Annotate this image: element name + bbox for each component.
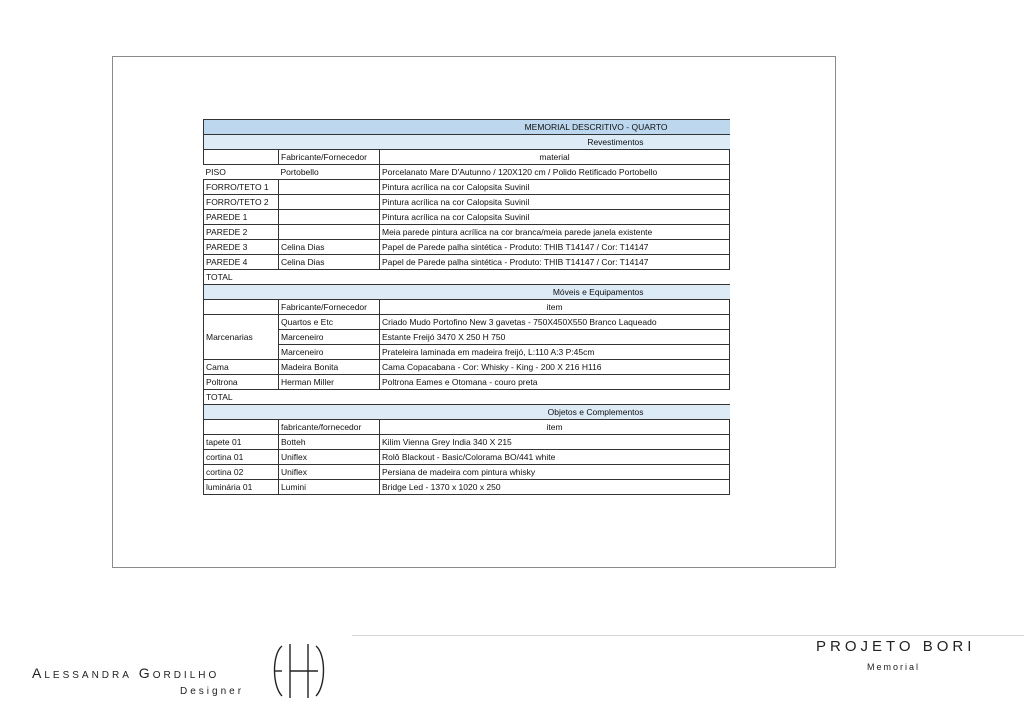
designer-name: Alessandra Gordilho: [32, 665, 220, 681]
row-item: cortina 02: [204, 465, 279, 480]
row-description: Papel de Parede palha sintética - Produto: THIB T14147 / Cor: T14147: [380, 240, 730, 255]
row-fabricante: Portobello: [279, 165, 380, 180]
row-item: PAREDE 2: [204, 225, 279, 240]
group-label-marcenarias: Marcenarias: [204, 315, 279, 360]
designer-role: Designer: [180, 686, 245, 697]
row-fabricante: Madeira Bonita: [279, 360, 380, 375]
row-fabricante: Herman Miller: [279, 375, 380, 390]
row-item: PISO: [204, 165, 279, 180]
row-item: FORRO/TETO 1: [204, 180, 279, 195]
row-fabricante: Uniflex: [279, 450, 380, 465]
row-description: Kilim Vienna Grey India 340 X 215: [380, 435, 730, 450]
row-fabricante: [279, 210, 380, 225]
section-moveis: Móveis e Equipamentos: [204, 285, 730, 300]
row-description: Papel de Parede palha sintética - Produto: THIB T14147 / Cor: T14147: [380, 255, 730, 270]
row-item: FORRO/TETO 2: [204, 195, 279, 210]
row-description: Meia parede pintura acrílica na cor branca/meia parede janela existente: [380, 225, 730, 240]
row-fabricante: Quartos e Etc: [279, 315, 380, 330]
row-description: Criado Mudo Portofino New 3 gavetas - 750X450X550 Branco Laqueado: [380, 315, 730, 330]
row-fabricante: Botteh: [279, 435, 380, 450]
row-item: PAREDE 1: [204, 210, 279, 225]
row-item: tapete 01: [204, 435, 279, 450]
section-objetos: Objetos e Complementos: [204, 405, 730, 420]
column-header-item-desc: item: [380, 300, 730, 315]
row-description: Rolô Blackout - Basic/Colorama BO/441 white: [380, 450, 730, 465]
row-item: Poltrona: [204, 375, 279, 390]
ag-monogram-logo-icon: [268, 640, 330, 702]
row-item: Cama: [204, 360, 279, 375]
column-header-item: [204, 150, 279, 165]
row-description: Pintura acrílica na cor Calopsita Suvinil: [380, 195, 730, 210]
row-fabricante: Celina Dias: [279, 240, 380, 255]
row-fabricante: Lumini: [279, 480, 380, 495]
row-description: Prateleira laminada em madeira freijó, L:110 A:3 P:45cm: [380, 345, 730, 360]
row-description: Pintura acrílica na cor Calopsita Suvinil: [380, 210, 730, 225]
row-fabricante: Celina Dias: [279, 255, 380, 270]
row-item: cortina 01: [204, 450, 279, 465]
total-label: TOTAL: [204, 270, 279, 285]
row-description: Bridge Led - 1370 x 1020 x 250: [380, 480, 730, 495]
section-revestimentos: Revestimentos: [204, 135, 730, 150]
row-fabricante: [279, 180, 380, 195]
row-description: Porcelanato Mare D'Autunno / 120X120 cm / Polido Retificado Portobello: [380, 165, 730, 180]
column-header-item-desc: item: [380, 420, 730, 435]
column-header-fabricante: Fabricante/Fornecedor: [279, 300, 380, 315]
row-description: Estante Freijó 3470 X 250 H 750: [380, 330, 730, 345]
row-fabricante: Marceneiro: [279, 330, 380, 345]
column-header-item: [204, 420, 279, 435]
row-item: luminária 01: [204, 480, 279, 495]
column-header-fabricante: fabricante/fornecedor: [279, 420, 380, 435]
row-fabricante: Marceneiro: [279, 345, 380, 360]
row-fabricante: [279, 195, 380, 210]
memorial-title: MEMORIAL DESCRITIVO - QUARTO: [204, 120, 730, 135]
column-header-material: material: [380, 150, 730, 165]
footer-divider: [352, 635, 1024, 636]
row-fabricante: [279, 225, 380, 240]
row-description: Cama Copacabana - Cor: Whisky - King - 200 X 216 H116: [380, 360, 730, 375]
project-title: PROJETO BORI: [816, 638, 976, 655]
memorial-table: [203, 119, 730, 495]
column-header-fabricante: Fabricante/Fornecedor: [279, 150, 380, 165]
row-description: Poltrona Eames e Otomana - couro preta: [380, 375, 730, 390]
project-subtitle: Memorial: [867, 662, 921, 672]
column-header-item: [204, 300, 279, 315]
row-description: Persiana de madeira com pintura whisky: [380, 465, 730, 480]
row-item: PAREDE 3: [204, 240, 279, 255]
row-item: PAREDE 4: [204, 255, 279, 270]
row-fabricante: Uniflex: [279, 465, 380, 480]
total-label: TOTAL: [204, 390, 279, 405]
row-description: Pintura acrílica na cor Calopsita Suvinil: [380, 180, 730, 195]
